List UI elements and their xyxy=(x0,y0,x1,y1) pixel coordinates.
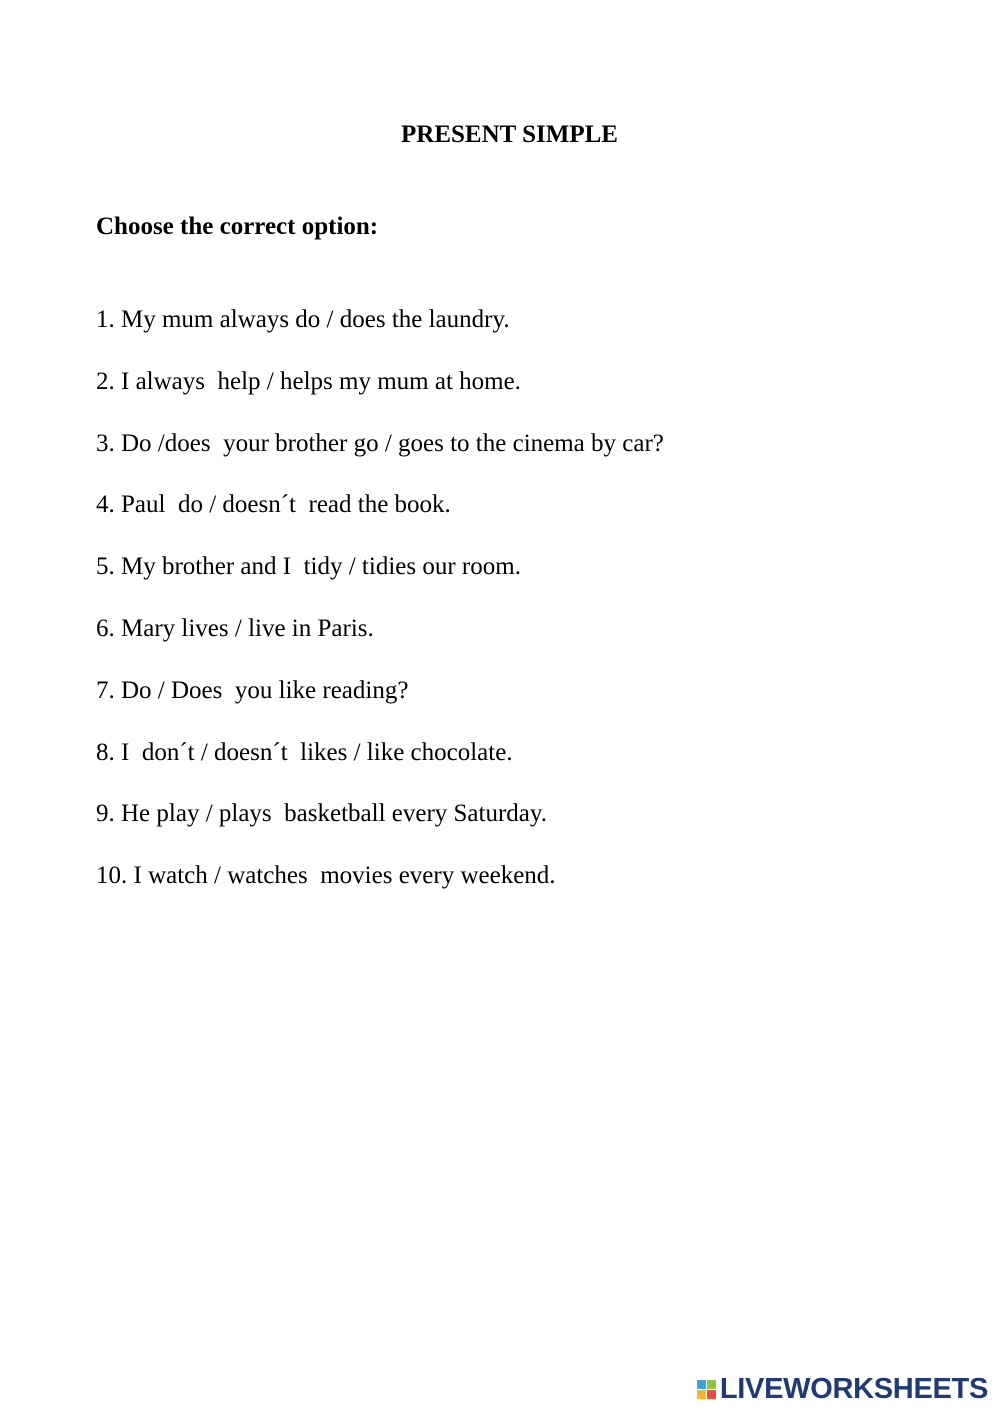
exercise-item-5: 5. My brother and I tidy / tidies our room. xyxy=(96,553,521,581)
logo-square-blue xyxy=(697,1380,706,1389)
exercise-item-7: 7. Do / Does you like reading? xyxy=(96,676,409,704)
exercise-item-1: 1. My mum always do / does the laundry. xyxy=(96,306,510,333)
liveworksheets-logo xyxy=(697,1374,988,1404)
exercise-item-6: 6. Mary lives / live in Paris. xyxy=(96,614,374,642)
exercise-item-10: 10. I watch / watches movies every weekend. xyxy=(96,862,556,890)
exercise-item-8: 8. I don´t / doesn´t likes / like chocolate. xyxy=(96,738,513,766)
exercise-item-3: 3. Do /does your brother go / goes to the cinema by car? xyxy=(96,429,664,457)
logo-square-red xyxy=(707,1390,716,1399)
exercise-item-2: 2. I always help / helps my mum at home. xyxy=(96,367,521,395)
exercise-item-9: 9. He play / plays basketball every Saturday. xyxy=(96,800,548,828)
liveworksheets-logo-icon xyxy=(697,1380,716,1399)
worksheet-title: PRESENT SIMPLE xyxy=(401,121,618,148)
logo-square-yellow xyxy=(697,1390,706,1399)
exercise-list xyxy=(96,303,664,921)
logo-square-green xyxy=(707,1380,716,1389)
exercise-item-4: 4. Paul do / doesn´t read the book. xyxy=(96,491,451,519)
logo-text: LIVEWORKSHEETS xyxy=(719,1373,988,1405)
worksheet-instruction: Choose the correct option: xyxy=(96,213,379,240)
